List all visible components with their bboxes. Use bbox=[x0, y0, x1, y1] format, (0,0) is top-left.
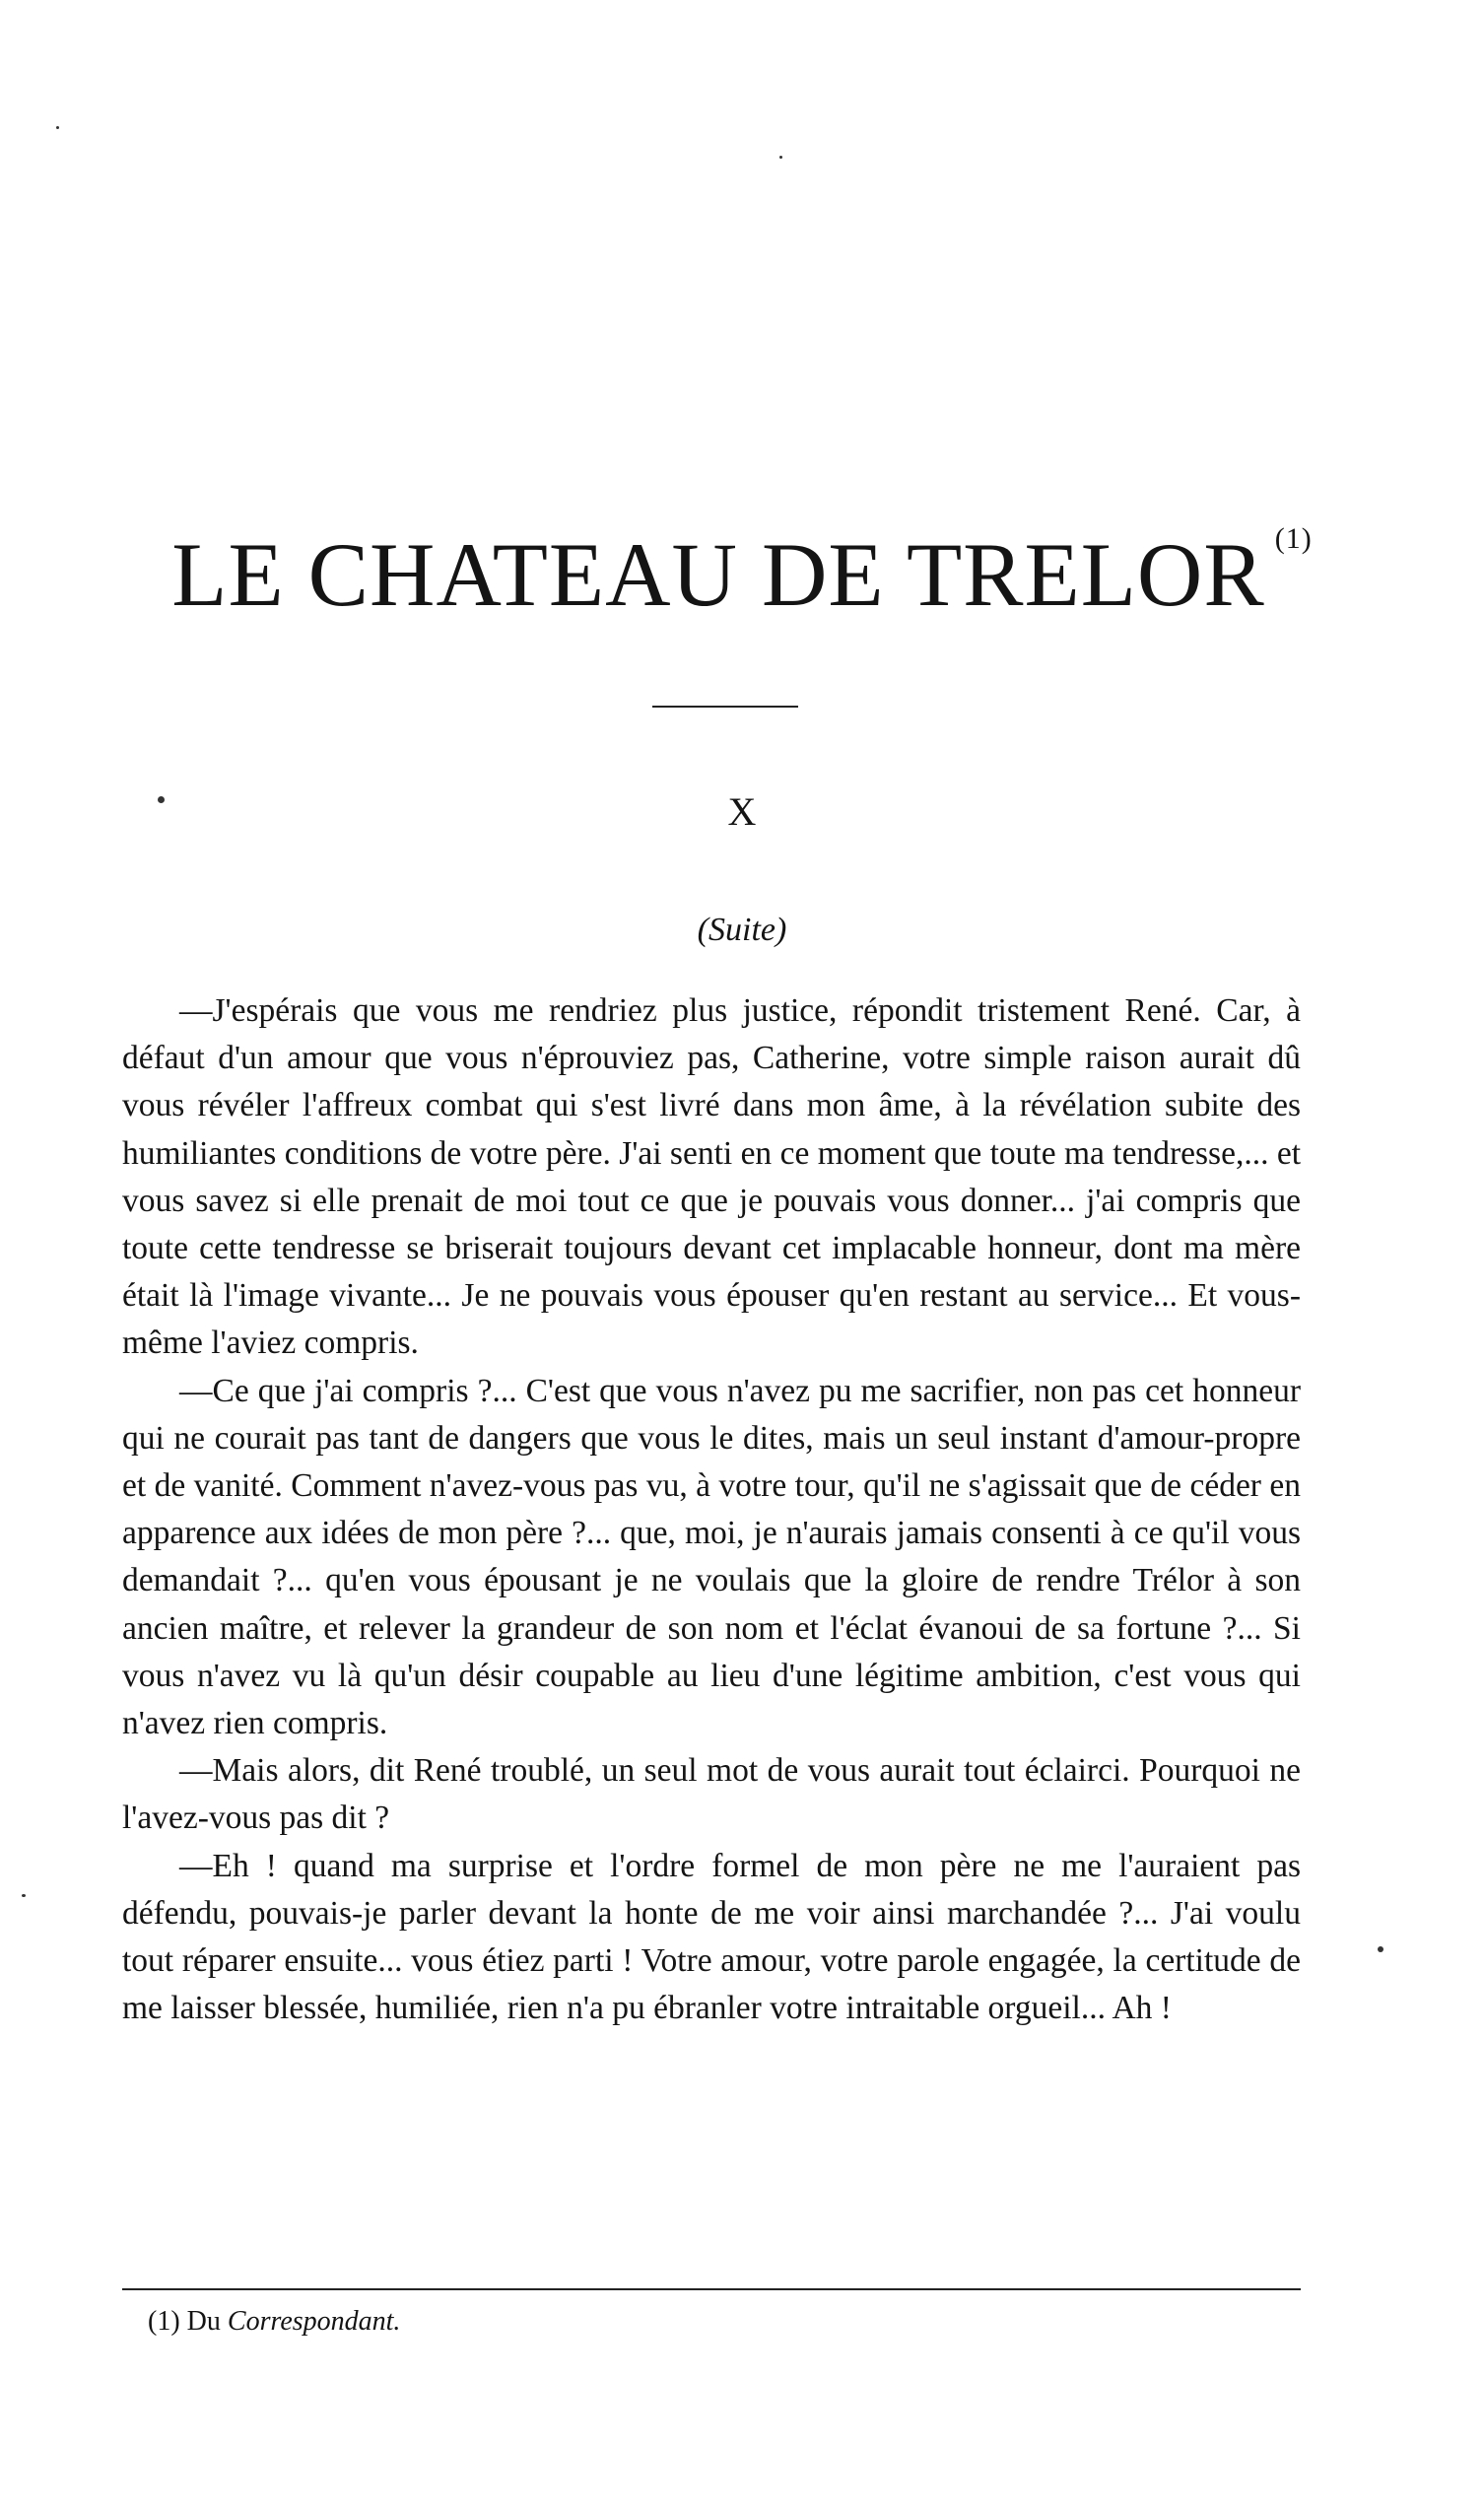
footnote bbox=[148, 2306, 400, 2338]
paragraph: —J'espérais que vous me rendriez plus justice, répondit tristement René. Car, à défaut d'un amour que vous n'éprouviez pas, Catherine, votre simple raison aurait dû vous révéler l'affreux combat qui s'est livré dans mon âme, à la révélation subite des humiliantes conditions de votre père. J'ai senti en ce moment que toute ma tendresse,... et vous savez si elle prenait de moi tout ce que je pouvais vous donner... j'ai compris que toute cette tendresse se briserait toujours devant cet implacable honneur, dont ma mère était là l'image vivante... Je ne pouvais vous épouser qu'en restant au service... Et vous-même l'aviez compris. bbox=[122, 992, 1301, 1362]
footnote-divider bbox=[122, 2288, 1301, 2290]
scan-speck bbox=[56, 126, 59, 129]
paragraph: —Eh ! quand ma surprise et l'ordre formel de mon père ne me l'auraient pas défendu, pouvais-je parler devant la honte de me voir ainsi marchandée ?... J'ai voulu tout réparer ensuite... vous étiez parti ! Votre amour, votre parole engagée, la certitude de me laisser blessée, humiliée, rien n'a pu ébranler votre intraitable orgueil... Ah ! bbox=[122, 1847, 1301, 2027]
title-note-marker: (1) bbox=[1274, 522, 1313, 555]
title-text: LE CHATEAU DE TRELOR bbox=[171, 524, 1265, 625]
scan-speck bbox=[158, 796, 165, 803]
scan-speck bbox=[779, 156, 782, 159]
body-text bbox=[122, 987, 1301, 2032]
paragraph: —Mais alors, dit René troublé, un seul mot de vous aurait tout éclairci. Pourquoi ne l'avez-vous pas dit ? bbox=[122, 1752, 1301, 1837]
scan-speck bbox=[1378, 1946, 1383, 1952]
chapter-number: X bbox=[727, 789, 757, 834]
footnote-source: Correspondant. bbox=[227, 2306, 401, 2337]
scan-speck bbox=[22, 1894, 26, 1897]
chapter-subtitle: (Suite) bbox=[697, 912, 787, 948]
footnote-prefix: Du bbox=[186, 2306, 221, 2337]
footnote-marker: (1) bbox=[148, 2306, 180, 2337]
page-title bbox=[0, 522, 1484, 627]
paragraph: —Ce que j'ai compris ?... C'est que vous n'avez pu me sacrifier, non pas cet honneur qui ne courait pas tant de dangers que vous le dites, mais un seul instant d'amour-propre et de vanité. Comment n'avez-vous pas vu, à votre tour, qu'il ne s'agissait que de céder en apparence aux idées de mon père ?... que, moi, je n'aurais jamais consenti à ce qu'il vous demandait ?... qu'en vous épousant je ne voulais que la gloire de rendre Trélor à son ancien maître, et relever la grandeur de son nom et l'éclat évanoui de sa fortune ?... Si vous n'avez vu là qu'un désir coupable au lieu d'une légitime ambition, c'est vous qui n'avez rien compris. bbox=[122, 1372, 1301, 1742]
title-divider bbox=[652, 706, 798, 708]
